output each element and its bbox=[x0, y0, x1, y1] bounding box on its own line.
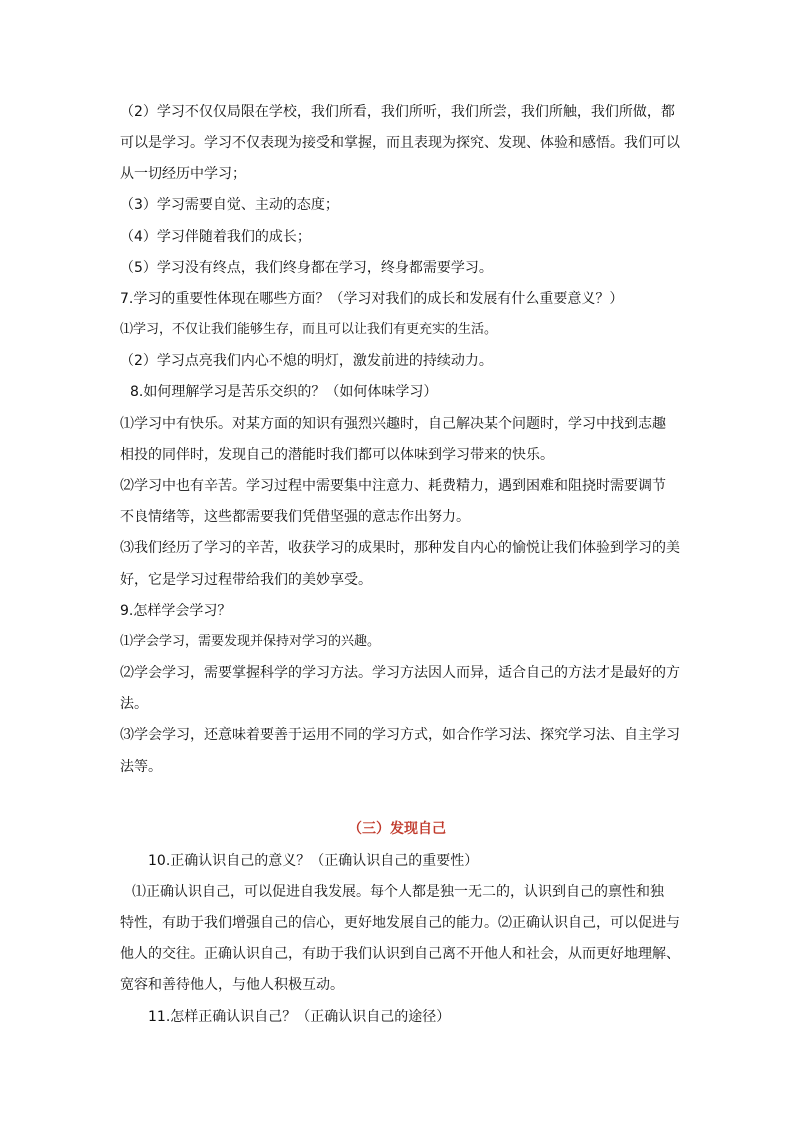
text-line-6: （5）学习没有终点，我们终身都在学习，终身都需要学习。 bbox=[120, 260, 493, 276]
text-line-4: （3）学习需要自觉、主动的态度； bbox=[120, 197, 339, 213]
question-10: 10.正确认识自己的意义？（正确认识自己的重要性） bbox=[148, 853, 479, 869]
text-line-26: 他人的交往。正确认识自己，有助于我们认识到自己离不开他人和社会，从而更好地理解、 bbox=[120, 946, 680, 962]
question-9: 9.怎样学会学习？ bbox=[120, 603, 232, 619]
text-line-13: ⑵学习中也有辛苦。学习过程中需要集中注意力、耗费精力，遇到困难和阻挠时需要调节 bbox=[120, 478, 666, 494]
text-line-8: ⑴学习，不仅让我们能够生存，而且可以让我们有更充实的生活。 bbox=[120, 322, 498, 337]
text-line-12: 相投的同伴时，发现自己的潜能时我们都可以体味到学习带来的快乐。 bbox=[120, 447, 554, 463]
question-7: 7.学习的重要性体现在哪些方面？（学习对我们的成长和发展有什么重要意义？） bbox=[120, 291, 624, 307]
text-line-3: 从一切经历中学习； bbox=[120, 166, 246, 182]
text-line-9: （2）学习点亮我们内心不熄的明灯，激发前进的持续动力。 bbox=[120, 353, 493, 369]
text-line-16: 好，它是学习过程带给我们的美妙享受。 bbox=[120, 572, 372, 588]
text-line-2: 可以是学习。学习不仅表现为接受和掌握，而且表现为探究、发现、体验和感悟。我们可以 bbox=[120, 135, 680, 151]
text-line-25: 特性，有助于我们增强自己的信心，更好地发展自己的能力。⑵正确认识自己，可以促进与 bbox=[120, 915, 680, 931]
text-line-19: ⑵学会学习，需要掌握科学的学习方法。学习方法因人而异，适合自己的方法才是最好的方 bbox=[120, 665, 680, 681]
section-title: （三）发现自己 bbox=[348, 821, 446, 837]
text-line-20: 法。 bbox=[120, 696, 148, 712]
text-line-18: ⑴学会学习，需要发现并保持对学习的兴趣。 bbox=[120, 634, 381, 649]
text-line-1: （2）学习不仅仅局限在学校，我们所看，我们所听，我们所尝，我们所触，我们所做，都 bbox=[120, 104, 675, 120]
text-line-14: 不良情绪等，这些都需要我们凭借坚强的意志作出努力。 bbox=[120, 509, 470, 525]
text-line-27: 宽容和善待他人，与他人积极互动。 bbox=[120, 977, 344, 993]
text-line-21: ⑶学会学习，还意味着要善于运用不同的学习方式，如合作学习法、探究学习法、自主学习 bbox=[120, 727, 680, 743]
question-11: 11.怎样正确认识自己？（正确认识自己的途径） bbox=[148, 1009, 451, 1025]
text-line-11: ⑴学习中有快乐。对某方面的知识有强烈兴趣时，自己解决某个问题时，学习中找到志趣 bbox=[120, 416, 666, 432]
text-line-22: 法等。 bbox=[120, 759, 162, 775]
text-line-24: ⑴正确认识自己，可以促进自我发展。每个人都是独一无二的，认识到自己的禀性和独 bbox=[132, 884, 664, 900]
question-8: 8.如何理解学习是苦乐交织的？（如何体味学习） bbox=[130, 384, 438, 400]
text-line-5: （4）学习伴随着我们的成长； bbox=[120, 229, 311, 245]
text-line-15: ⑶我们经历了学习的辛苦，收获学习的成果时，那种发自内心的愉悦让我们体验到学习的美 bbox=[120, 540, 680, 556]
